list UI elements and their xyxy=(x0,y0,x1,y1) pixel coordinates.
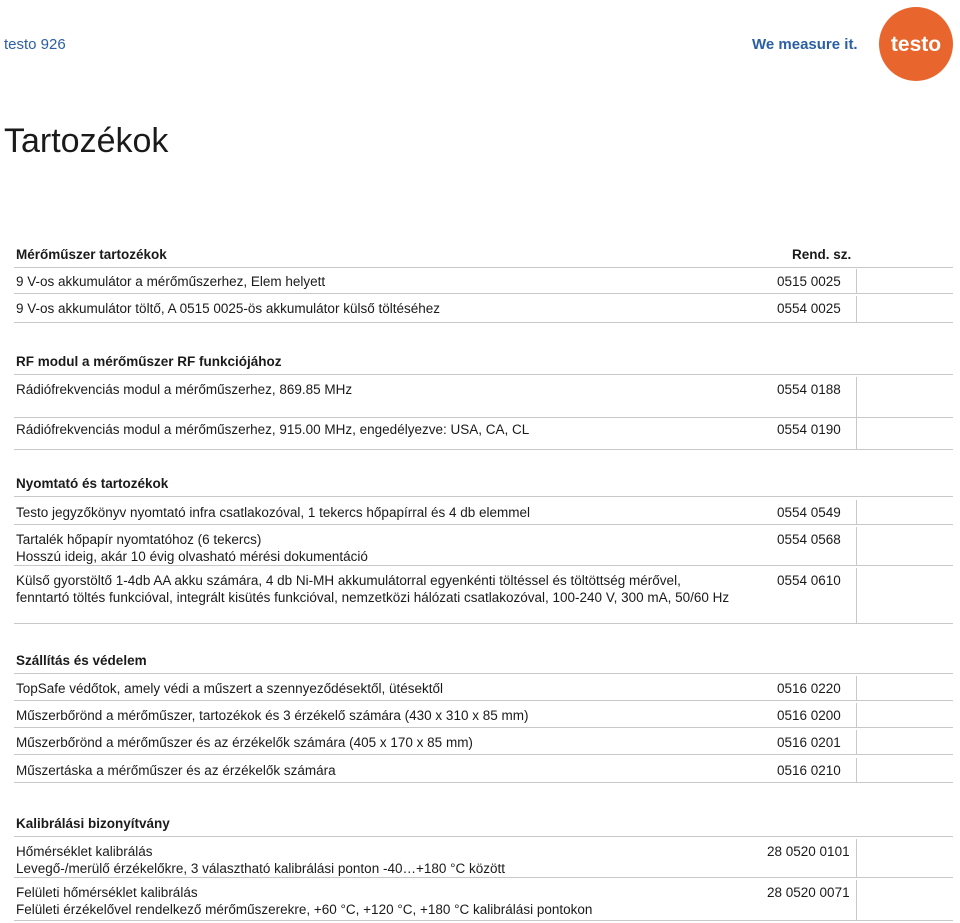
item-description xyxy=(16,273,325,290)
order-number: 0515 0025 xyxy=(777,274,841,289)
column-divider xyxy=(856,758,857,782)
description-line: Felületi hőmérséklet kalibrálás xyxy=(16,885,198,900)
item-description xyxy=(16,381,352,398)
testo-logo xyxy=(878,6,954,82)
order-number: 0516 0201 xyxy=(777,735,841,750)
svg-text:testo: testo xyxy=(890,33,942,56)
column-divider xyxy=(856,839,857,877)
section-heading: Mérőműszer tartozékok xyxy=(16,247,167,262)
column-divider xyxy=(856,417,857,449)
order-number: 0554 0568 xyxy=(777,532,841,547)
slogan: We measure it. xyxy=(752,36,858,53)
table-row xyxy=(14,572,953,624)
order-number-column-label: Rend. sz. xyxy=(792,247,852,262)
description-line: Hosszú ideig, akár 10 évig olvasható mérési dokumentáció xyxy=(16,549,368,564)
item-description xyxy=(16,300,440,317)
section-divider xyxy=(14,266,953,268)
description-line: fenntartó töltés funkcióval, integrált kisütés funkcióval, nemzetközi hálózati csatlakozóval, 100-240 V, 300 mA, 50/60 Hz xyxy=(16,590,730,605)
description-line: Rádiófrekvenciás modul a mérőműszerhez, 915.00 MHz, engedélyezve: USA, CA, CL xyxy=(16,422,530,437)
item-description xyxy=(16,707,528,724)
order-number: 0554 0549 xyxy=(777,505,841,520)
table-row xyxy=(14,884,953,921)
section-heading: RF modul a mérőműszer RF funkciójához xyxy=(16,354,282,369)
section-divider xyxy=(14,835,953,837)
table-row xyxy=(14,707,953,728)
order-number: 0516 0200 xyxy=(777,708,841,723)
order-number: 0516 0210 xyxy=(777,763,841,778)
table-row xyxy=(14,504,953,525)
description-line: Testo jegyzőkönyv nyomtató infra csatlakozóval, 1 tekercs hőpapírral és 4 db elemmel xyxy=(16,505,531,520)
column-divider xyxy=(856,703,857,727)
column-divider xyxy=(856,500,857,524)
description-line: Rádiófrekvenciás modul a mérőműszerhez, 869.85 MHz xyxy=(16,382,353,397)
table-row xyxy=(14,300,953,323)
column-divider xyxy=(856,730,857,754)
order-number: 0554 0610 xyxy=(777,573,841,588)
order-number: 28 0520 0101 xyxy=(767,844,850,859)
item-description xyxy=(16,884,592,918)
description-line: Felületi érzékelővel rendelkező mérőműszerekre, +60 °C, +120 °C, +180 °C kalibrálási pontokon xyxy=(16,902,593,917)
section-divider xyxy=(14,495,953,497)
section-divider xyxy=(14,373,953,375)
item-description xyxy=(16,680,443,697)
description-line: Külső gyorstöltő 1-4db AA akku számára, 4 db Ni-MH akkumulátorral egyenkénti töltéssel és töltöttség mérővel, xyxy=(16,573,681,588)
section-heading: Nyomtató és tartozékok xyxy=(16,476,169,491)
section-heading: Kalibrálási bizonyítvány xyxy=(16,816,170,831)
order-number: 28 0520 0071 xyxy=(767,885,850,900)
item-description xyxy=(16,572,729,606)
product-name: testo 926 xyxy=(4,36,66,53)
item-description xyxy=(16,843,505,877)
table-row xyxy=(14,381,953,418)
item-description xyxy=(16,531,368,565)
column-divider xyxy=(856,269,857,293)
order-number: 0554 0190 xyxy=(777,422,841,437)
table-row xyxy=(14,680,953,701)
order-number: 0554 0188 xyxy=(777,382,841,397)
description-line: Hőmérséklet kalibrálás xyxy=(16,844,153,859)
description-line: Műszertáska a mérőműszer és az érzékelők számára xyxy=(16,763,336,778)
table-row xyxy=(14,273,953,294)
column-divider xyxy=(856,568,857,623)
description-line: 9 V-os akkumulátor töltő, A 0515 0025-ös akkumulátor külső töltéséhez xyxy=(16,301,440,316)
table-row xyxy=(14,421,953,450)
item-description xyxy=(16,504,530,521)
table-row xyxy=(14,843,953,878)
table-row xyxy=(14,762,953,783)
item-description xyxy=(16,762,336,779)
column-divider xyxy=(856,676,857,700)
column-divider xyxy=(856,880,857,920)
column-divider xyxy=(856,377,857,417)
description-line: Levegő-/merülő érzékelőkre, 3 választható kalibrálási ponton -40…+180 °C között xyxy=(16,861,506,876)
description-line: Műszerbőrönd a mérőműszer, tartozékok és 3 érzékelő számára (430 x 310 x 85 mm) xyxy=(16,708,529,723)
page-title: Tartozékok xyxy=(4,122,169,160)
column-divider xyxy=(856,527,857,565)
table-row xyxy=(14,531,953,566)
order-number: 0516 0220 xyxy=(777,681,841,696)
item-description xyxy=(16,421,529,438)
description-line: Tartalék hőpapír nyomtatóhoz (6 tekercs) xyxy=(16,532,262,547)
column-divider xyxy=(856,296,857,322)
section-divider xyxy=(14,672,953,674)
item-description xyxy=(16,734,473,751)
description-line: Műszerbőrönd a mérőműszer és az érzékelők számára (405 x 170 x 85 mm) xyxy=(16,735,473,750)
description-line: TopSafe védőtok, amely védi a műszert a szennyeződésektől, ütésektől xyxy=(16,681,443,696)
section-heading: Szállítás és védelem xyxy=(16,653,147,668)
description-line: 9 V-os akkumulátor a mérőműszerhez, Elem helyett xyxy=(16,274,326,289)
order-number: 0554 0025 xyxy=(777,301,841,316)
table-row xyxy=(14,734,953,755)
